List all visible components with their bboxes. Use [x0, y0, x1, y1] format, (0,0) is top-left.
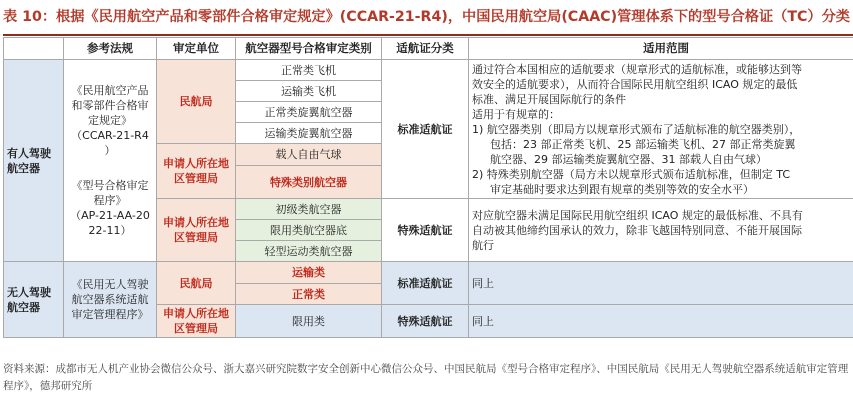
law-line: 定规定》: [88, 114, 132, 127]
cert-standard-manned: 标准适航证: [382, 60, 469, 199]
type-cell: 正常类: [236, 284, 382, 305]
type-cell: 运输类: [236, 262, 382, 284]
header-row: [4, 38, 853, 60]
type-cell: 运输类旋翼航空器: [236, 123, 382, 144]
scope-line: 效安全的适航要求），从而符合国际民用航空组织 ICAO 规定的最低: [472, 77, 798, 91]
law-line: 航空器系统适航: [71, 293, 149, 306]
scope-line: 审定基础时要求达到跟有规章的类别等效的安全水平）: [490, 182, 754, 196]
type-cell: 正常类飞机: [236, 60, 382, 81]
header-cell-category: [4, 38, 64, 60]
type-cell-special: 特殊类别航空器: [236, 166, 382, 199]
type-cell: 限用类: [236, 305, 382, 338]
category-manned: [4, 60, 64, 262]
law-line: 程序》: [93, 194, 127, 207]
law-manned: [64, 60, 157, 262]
law-line: 审定管理程序》: [71, 308, 149, 321]
header-cell-scope: 适用范围: [469, 38, 853, 60]
table-row: [4, 60, 853, 81]
scope-same-special: 同上: [469, 305, 853, 338]
header-cell-law: 参考法规: [64, 38, 157, 60]
table-row: [4, 262, 853, 284]
scope-line: 标准、满足开展国际航行的条件: [472, 92, 626, 106]
header-cell-unit: 审定单位: [157, 38, 236, 60]
law-spacer: [67, 158, 153, 178]
unit-applicant-unmanned: 申请人所在地区管理局: [157, 305, 236, 338]
header-cell-type: 航空器型号合格审定类别: [236, 38, 382, 60]
type-cell: 运输类飞机: [236, 81, 382, 102]
cert-standard-unmanned: 标准适航证: [382, 262, 469, 305]
scope-same-standard: 同上: [469, 262, 853, 305]
scope-special: [469, 199, 853, 262]
header-cell-cert: 适航证分类: [382, 38, 469, 60]
law-line: 《民用航空产品: [71, 84, 149, 97]
law-line: （AP-21-AA-20: [70, 209, 150, 222]
category-unmanned: 无人驾驶航空器: [4, 262, 64, 338]
scope-line: 航空器、29 部运输类旋翼航空器、31 部载人自由气球）: [490, 152, 767, 166]
scope-line: 包括：23 部正常类飞机、25 部运输类飞机、27 部正常类旋翼: [490, 137, 796, 151]
law-line: ）: [104, 144, 116, 157]
cert-special-unmanned: 特殊适航证: [382, 305, 469, 338]
tc-classification-table: [3, 37, 853, 338]
scope-line: 对应航空器未满足国际民用航空组织 ICAO 规定的最低标准、不具有: [472, 208, 803, 222]
title-rule: [3, 34, 853, 36]
category-label: 有人驾驶航空器: [7, 146, 51, 175]
law-line: （CCAR-21-R4: [71, 129, 149, 142]
cert-special-manned: 特殊适航证: [382, 199, 469, 262]
unit-caac-unmanned: 民航局: [157, 262, 236, 305]
unit-caac-manned: 民航局: [157, 60, 236, 144]
law-line: 《型号合格审定: [71, 179, 149, 192]
scope-line: 2) 特殊类别航空器（局方未以规章形式颁布适航标准，但制定 TC: [472, 167, 791, 181]
scope-line: 自动被其他缔约国承认的效力，除非飞越国特别同意、不能开展国际: [472, 223, 802, 237]
unit-applicant-manned: 申请人所在地区管理局: [157, 144, 236, 199]
type-cell: 载人自由气球: [236, 144, 382, 166]
scope-line: 通过符合本国相应的适航要求（规章形式的适航标准，或能够达到等: [472, 62, 802, 76]
type-cell: 限用类航空器底: [236, 220, 382, 241]
law-line: 22-11）: [88, 224, 132, 237]
table-title: 表 10：根据《民用航空产品和零部件合格审定规定》(CCAR-21-R4)，中国民用航空局(CAAC)管理体系下的型号合格证（TC）分类: [3, 9, 850, 25]
law-line: 和零部件合格审: [71, 99, 149, 112]
unit-applicant-manned-special: 申请人所在地区管理局: [157, 199, 236, 262]
scope-line: 适用于有规章的：: [472, 107, 560, 121]
scope-line: 1) 航空器类别（即局方以规章形式颁布了适航标准的航空器类别），: [472, 122, 801, 136]
scope-line: 航行: [472, 238, 494, 252]
source-note: 资料来源：成都市无人机产业协会微信公众号、浙大嘉兴研究院数字安全创新中心微信公众号、中国民航局《型号合格审定程序》、中国民航局《民用无人驾驶航空器系统适航审定管理程序》，德邦研究所: [3, 363, 849, 392]
type-cell: 正常类旋翼航空器: [236, 102, 382, 123]
law-unmanned: [64, 262, 157, 338]
type-cell: 轻型运动类航空器: [236, 241, 382, 262]
scope-standard: [469, 60, 853, 199]
type-cell: 初级类航空器: [236, 199, 382, 220]
law-line: 《民用无人驾驶: [71, 278, 149, 291]
